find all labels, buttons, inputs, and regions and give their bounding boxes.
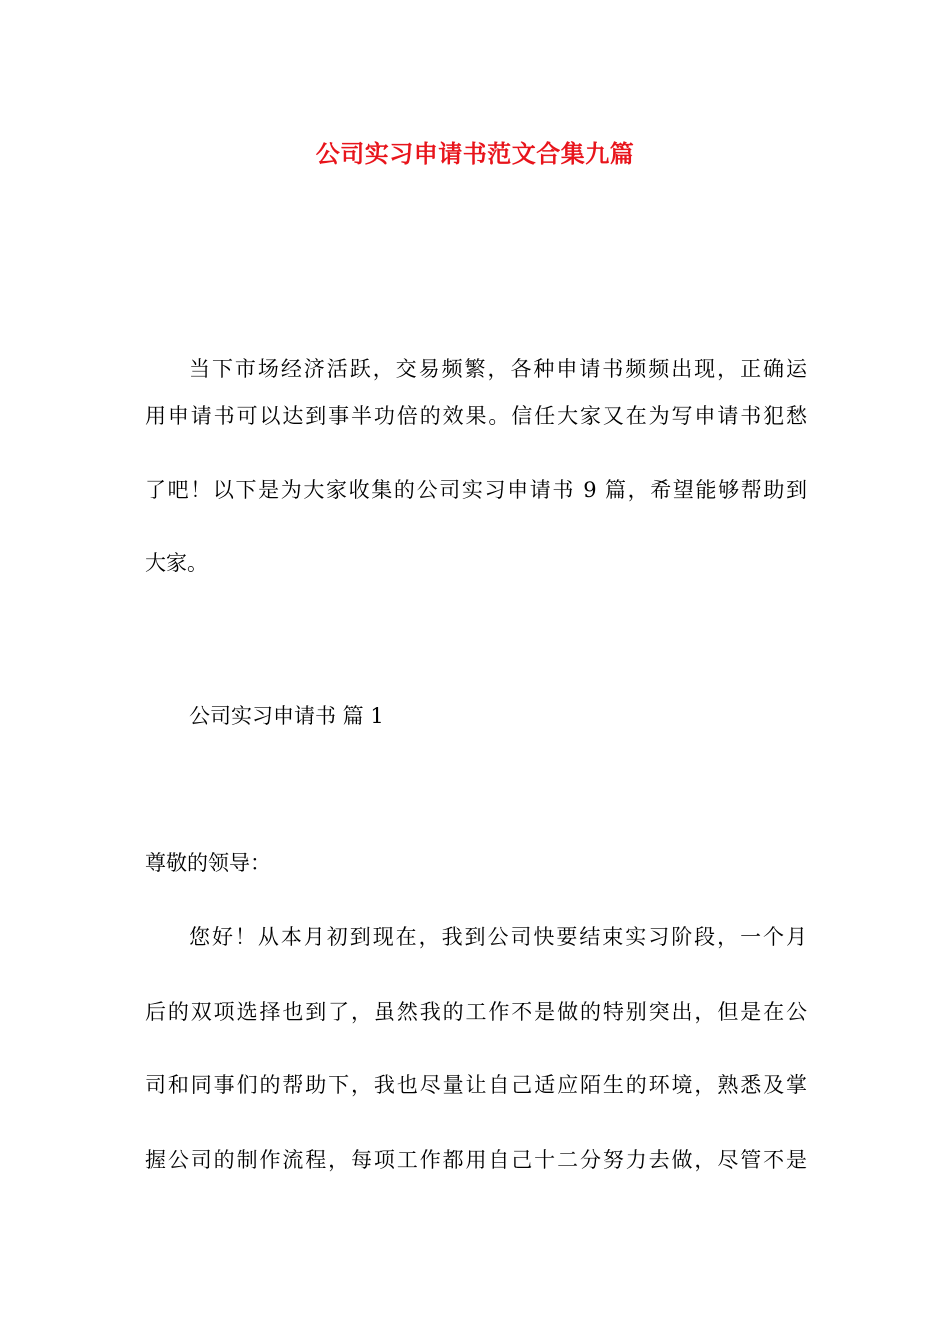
body-line: 握公司的制作流程，每项工作都用自己十二分努力去做，尽管不是 [145,1148,807,1172]
body-line: 您好！从本月初到现在，我到公司快要结束实习阶段，一个月 [189,925,807,949]
intro-line: 大家。 [145,551,208,575]
salutation: 尊敬的领导： [145,851,271,875]
body-line: 司和同事们的帮助下，我也尽量让自己适应陌生的环境，熟悉及掌 [145,1073,807,1097]
intro-line: 当下市场经济活跃，交易频繁，各种申请书频频出现，正确运 [189,357,807,381]
intro-line: 了吧！以下是为大家收集的公司实习申请书 9 篇，希望能够帮助到 [145,478,807,502]
section-heading: 公司实习申请书 篇 1 [189,704,384,728]
body-line: 后的双项选择也到了，虽然我的工作不是做的特别突出，但是在公 [145,1000,807,1024]
document-title: 公司实习申请书范文合集九篇 [315,139,635,168]
intro-line: 用申请书可以达到事半功倍的效果。信任大家又在为写申请书犯愁 [145,404,807,428]
